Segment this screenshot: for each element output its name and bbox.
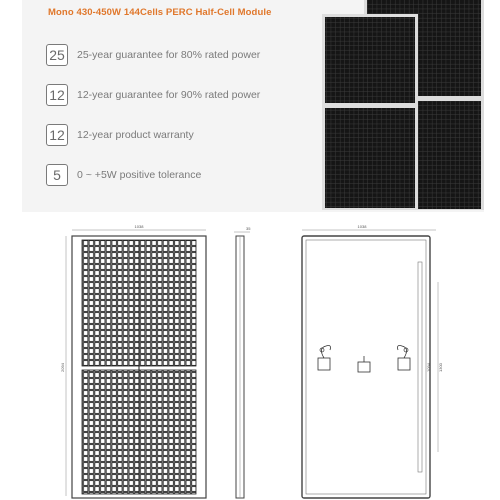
front-panel-cells-top <box>325 17 415 103</box>
product-title: Mono 430-450W 144Cells PERC Half-Cell Module <box>48 7 272 18</box>
feature-number-badge: 12 <box>46 84 68 106</box>
feature-text: 25-year guarantee for 80% rated power <box>77 49 261 61</box>
feature-text: 12-year product warranty <box>77 129 194 141</box>
feature-text: 0 ~ +5W positive tolerance <box>77 169 202 181</box>
feature-item <box>46 122 194 148</box>
side-profile-drawing <box>226 222 256 500</box>
feature-item <box>46 82 260 108</box>
back-view-drawing <box>290 222 450 500</box>
mount-label-b: 1094 <box>426 363 431 372</box>
feature-text: 12-year guarantee for 90% rated power <box>77 89 261 101</box>
front-width-label: 1038 <box>134 224 144 229</box>
feature-number-badge: 25 <box>46 44 68 66</box>
feature-number-badge: 5 <box>46 164 68 186</box>
feature-number-badge: 12 <box>46 124 68 146</box>
mount-label-a: 1300 <box>438 363 443 372</box>
height-label: 2094 <box>60 363 65 372</box>
back-width-label: 1038 <box>357 224 367 229</box>
feature-item <box>46 162 201 188</box>
feature-item <box>46 42 260 68</box>
front-panel-cells-bottom <box>325 108 415 208</box>
frame-depth-label: 35 <box>246 226 251 231</box>
front-view-drawing <box>60 222 220 500</box>
product-highlights-panel <box>22 0 484 212</box>
solar-panel-product-image <box>322 0 484 212</box>
